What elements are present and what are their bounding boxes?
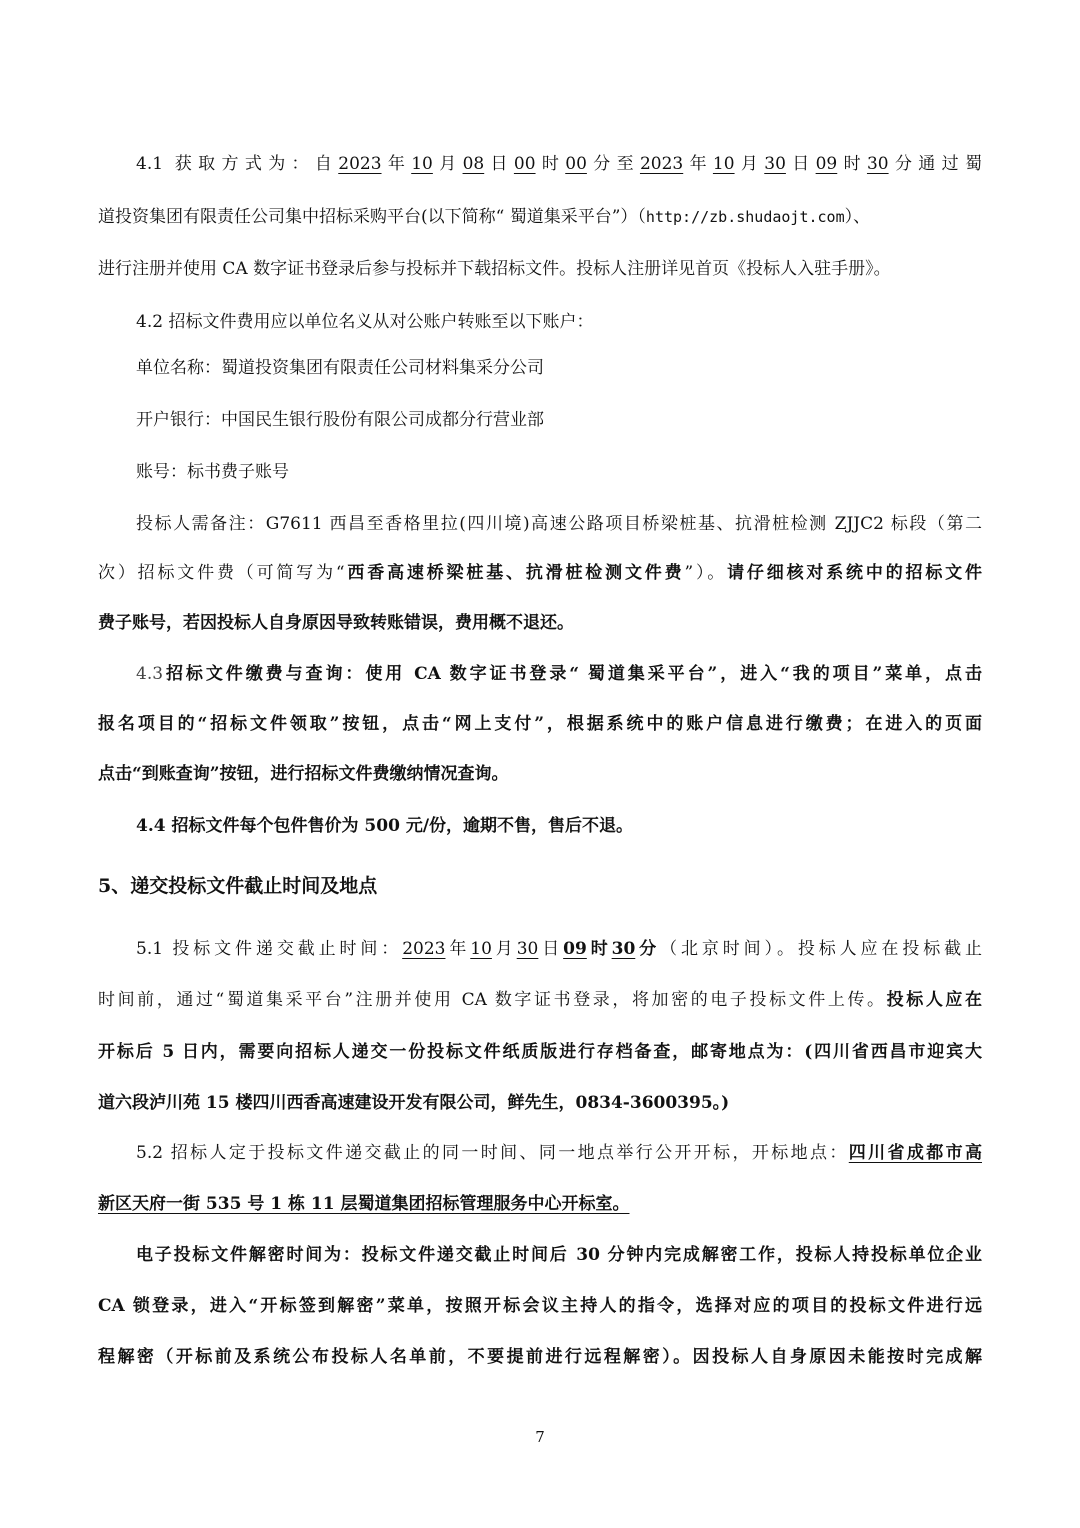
- s43-line3: 点击“到账查询”按钮，进行招标文件费缴纳情况查询。: [98, 764, 509, 784]
- s41-line1: [136, 152, 982, 176]
- account-number: 账号：标书费子账号: [136, 462, 289, 482]
- deadline-hour: 09: [563, 939, 587, 959]
- account-bank: 开户银行：中国民生银行股份有限公司成都分行营业部: [136, 410, 544, 430]
- decrypt-line2: CA 锁登录，进入“开标签到解密”菜单，按照开标会议主持人的指令，选择对应的项目的投标文件进行远: [98, 1296, 982, 1316]
- decrypt-line3: 程解密（开标前及系统公布投标人名单前，不要提前进行远程解密）。因投标人自身原因未能按时完成解: [98, 1347, 982, 1367]
- text: 月: [734, 154, 765, 174]
- text: 次）招标文件费（可简写为“: [98, 563, 345, 583]
- s42-line1: 4.2 招标文件费用应以单位名义从对公账户转账至以下账户：: [136, 312, 594, 332]
- deadline-month: 10: [470, 939, 492, 959]
- end-hour: 09: [815, 154, 838, 174]
- end-year: 2023: [639, 154, 684, 174]
- remark-line3: 费子账号，若因投标人自身原因导致转账错误，费用概不退还。: [98, 613, 574, 633]
- s41-line2: [98, 205, 982, 229]
- text: ）、: [844, 207, 871, 227]
- text: 道投资集团有限责任公司集中招标采购平台(以下简称“ 蜀道集采平台”）（: [98, 207, 646, 227]
- text: 分: [635, 939, 661, 959]
- remark-line1: 投标人需备注：G7611 西昌至香格里拉(四川境)高速公路项目桥梁桩基、抗滑桩检测 ZJJC2 标段（第二: [136, 514, 982, 534]
- text: 5.1 投标文件递交截止时间：: [136, 939, 403, 959]
- text: 投标人应在: [886, 990, 982, 1010]
- text: 4.1 获取方式为：自: [136, 154, 339, 174]
- section-number: 4.3: [136, 664, 164, 684]
- deadline-year: 2023: [402, 939, 446, 959]
- deadline-minute: 30: [611, 939, 636, 959]
- s51-line1: [136, 937, 982, 961]
- s44-line1: 4.4 招标文件每个包件售价为 500 元/份，逾期不售，售后不退。: [136, 816, 634, 836]
- start-month: 10: [411, 154, 433, 174]
- text: 招标文件缴费与查询：使用 CA 数字证书登录“ 蜀道集采平台”，进入“我的项目”菜单，点击: [163, 664, 982, 684]
- start-hour: 00: [513, 154, 536, 174]
- text: 时: [586, 939, 612, 959]
- s52-line2: 新区天府一街 535 号 1 栋 11 层蜀道集团招标管理服务中心开标室。: [98, 1194, 630, 1214]
- remark-short-name: 西香高速桥梁桩基、抗滑桩检测文件费: [344, 563, 685, 583]
- end-month: 10: [712, 154, 735, 174]
- text: 分至: [586, 154, 640, 174]
- start-minute: 00: [565, 154, 587, 174]
- s51-line2: [98, 988, 982, 1012]
- text: 年: [381, 154, 412, 174]
- text: 月: [432, 154, 463, 174]
- text: 时: [535, 154, 566, 174]
- deadline-day: 30: [516, 939, 539, 959]
- opening-location: 四川省成都市高: [848, 1143, 982, 1163]
- s51-line3: 开标后 5 日内，需要向招标人递交一份投标文件纸质版进行存档备查，邮寄地点为：(四川省西昌市迎宾大: [98, 1042, 982, 1062]
- text: 时: [837, 154, 867, 174]
- decrypt-line1: 电子投标文件解密时间为：投标文件递交截止时间后 30 分钟内完成解密工作，投标人持投标单位企业: [136, 1245, 982, 1265]
- s43-line1: [136, 662, 982, 686]
- text: 年: [445, 939, 471, 959]
- text: 日: [785, 154, 816, 174]
- s43-line2: 报名项目的“招标文件领取”按钮，点击“网上支付”，根据系统中的账户信息进行缴费；在进入的页面: [98, 714, 982, 734]
- start-year: 2023: [338, 154, 382, 174]
- text: 日: [484, 154, 514, 174]
- section-heading-5: 5、递交投标文件截止时间及地点: [98, 875, 378, 897]
- start-day: 08: [462, 154, 485, 174]
- s41-line3: 进行注册并使用 CA 数字证书登录后参与投标并下载招标文件。投标人注册详见首页《投标人入驻手册》。: [98, 259, 891, 279]
- account-unit-name: 单位名称：蜀道投资集团有限责任公司材料集采分公司: [136, 358, 544, 378]
- text: 日: [538, 939, 564, 959]
- platform-url-link[interactable]: http://zb.shudaojt.com: [645, 208, 845, 226]
- text: 月: [491, 939, 517, 959]
- text: 5.2 招标人定于投标文件递交截止的同一时间、同一地点举行公开开标，开标地点：: [136, 1143, 849, 1163]
- s52-line1: [136, 1141, 982, 1165]
- text: 分通过蜀: [888, 154, 982, 174]
- page-number: 7: [535, 1428, 545, 1446]
- text: ”）。: [684, 563, 728, 583]
- s51-line4: 道六段泸川苑 15 楼四川西香高速建设开发有限公司，鲜先生，0834-3600395。): [98, 1093, 730, 1113]
- end-day: 30: [764, 154, 786, 174]
- text: 请仔细核对系统中的招标文件: [727, 563, 982, 583]
- remark-line2: [98, 561, 982, 585]
- text: （北京时间）。投标人应在投标截止: [660, 939, 982, 959]
- text: 时间前，通过“蜀道集采平台”注册并使用 CA 数字证书登录，将加密的电子投标文件上传。: [98, 990, 887, 1010]
- text: 年: [683, 154, 713, 174]
- end-minute: 30: [866, 154, 889, 174]
